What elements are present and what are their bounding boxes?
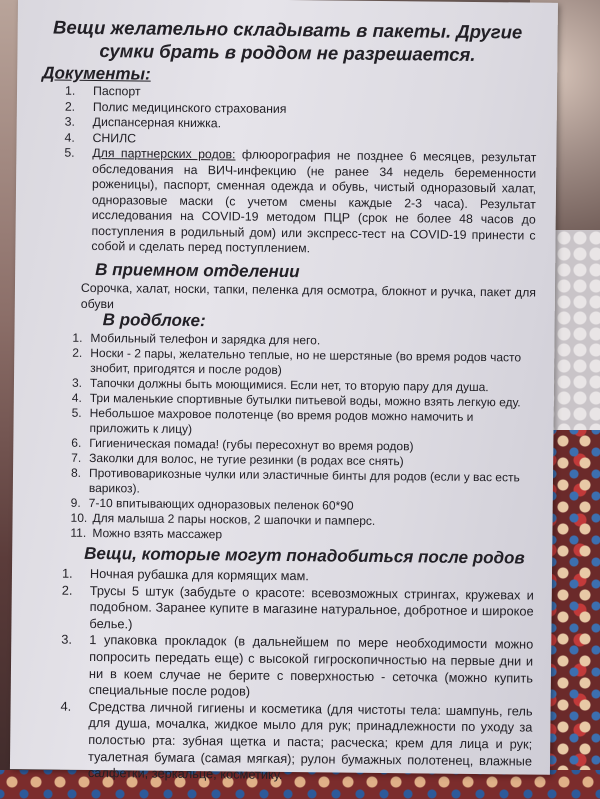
documents-list [63,84,537,259]
list-item: 3. Диспансерная книжка. [64,114,222,131]
partner-birth-label: Для партнерских родов: [92,145,236,162]
list-item: 1. Ночная рубашка для кормящих мам. [61,565,309,584]
list-item: 3. 1 упаковка прокладок (в дальнейшем по мере необходимости можно попросить передать еще) с высокой гигроскопичностью на первые дни и ни в коем случае не берите с поверхностью - сеточка (можно купить специальные после родов) [61,632,534,699]
list-item: 2. Носки - 2 пары, желательно теплые, но не шерстяные (во время родов часто знобит, пригодятся и после родов) [72,345,522,377]
list-item: 6. Гигиеническая помада! (губы пересохнут во время родов) [71,435,414,454]
delivery-list [70,331,534,546]
list-item: 1. Паспорт [64,83,141,99]
list-item: 7. Заколки для волос, не тугие резинки (в родах все снять) [71,450,404,469]
reception-text: Сорочка, халат, носки, тапки, пеленка для осмотра, блокнот и ручка, пакет для обуви [80,280,537,311]
page-title: Вещи желательно складывать в пакеты. Другие сумки брать в роддом не разрешается. [53,16,523,65]
list-item: 5. Небольшое махровое полотенце (во время родов можно намочить и приложить к лицу) [71,405,474,437]
list-item: 2. Трусы 5 штук (забудьте о красоте: всевозможных стрингах, кружевах и подобном. Заранее купите в магазине натуральное, добротное и широкое белье.) [61,582,534,632]
list-item: 3. Тапочки должны быть моющимися. Если нет, то вторую пару для душа. [71,375,489,395]
list-item: 9. 7-10 впитывающих одноразовых пеленок 60*90 [70,495,354,513]
list-item: 8. Противоварикозные чулки или эластичные бинты для родов (если у вас есть варикоз). [70,465,520,496]
list-item: 5. Для партнерских родов: флюорография не позднее 6 месяцев, результат обследования на ВИЧ-инфекцию (не ранее 34 недель беременности роженицы), паспорт, сменная одежда и обувь, чистый одноразовый халат, одноразовые маски (с учетом смены каждые 2-3 часа). Результат исследования на COVID-19 методом ПЦР (срок не более 48 часов до поступления в родильный дом) или экспресс-тест на COVID-19 принести с собой и сделать перед поступлением. [64,145,537,256]
list-item: 1. Мобильный телефон и зарядка для него. [72,330,321,348]
list-item: 4. СНИЛС [64,130,137,145]
documents-heading: Документы: [42,63,151,84]
list-item: 10. Для малыша 2 пары носков, 2 шапочки и памперс. [70,510,376,528]
after-birth-heading: Вещи, которые могут понадобиться после родов [84,543,525,568]
paper-sheet [10,0,558,783]
delivery-heading: В родблоке: [102,310,206,331]
list-item: 2. Полис медицинского страхования [64,99,287,116]
reception-heading: В приемном отделении [95,259,300,282]
after-birth-list [60,566,534,787]
list-item: 4. Средства личной гигиены и косметика (для чистоты тела: шампунь, гель для душа, мочалка, жидкое мыло для рук; принадлежности по уходу за полостью рта: зубная щетка и паста; расческа; крем для лица и рук; туалетная бумага (самая мягкая); рулон бумажных полотенец, влажные салфетки, зеркальце, косметику. [60,698,533,783]
list-item: 4. Три маленькие спортивные бутылки питьевой воды, можно взять легкую еду. [71,390,521,410]
list-item: 11. Можно взять массажер [70,525,223,542]
